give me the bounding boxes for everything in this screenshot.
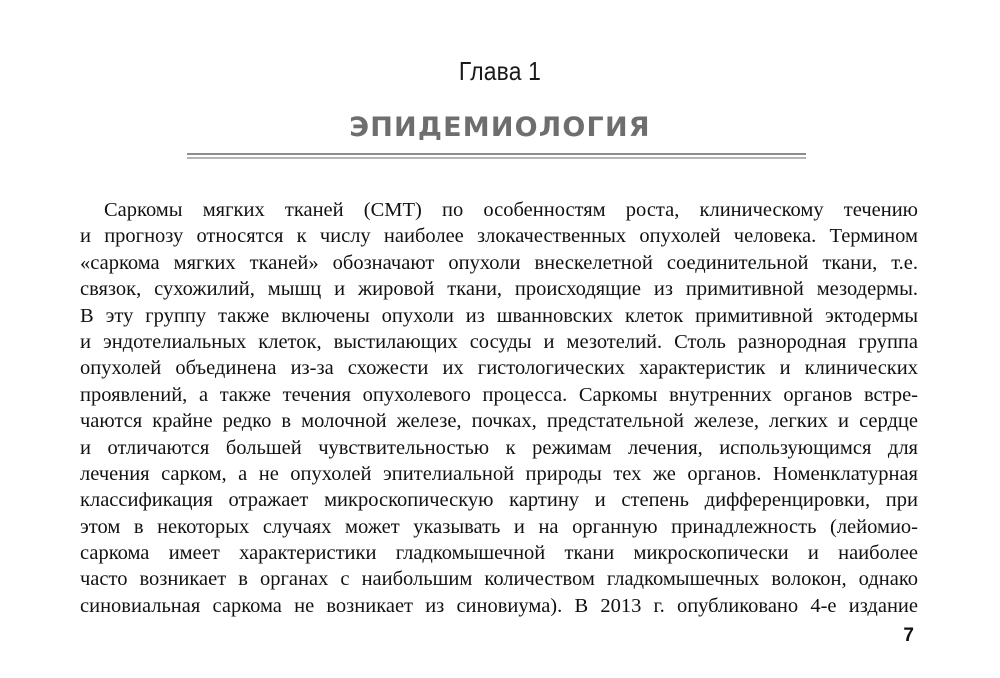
text-line: связок, сухожилий, мышц и жировой ткани, происходящие из примитивной мезодермы. <box>80 278 918 301</box>
body-paragraph <box>80 197 918 619</box>
text-line: синовиальная саркома не возникает из синовиума). В 2013 г. опубликовано 4-е издание <box>80 594 918 617</box>
text-line: «саркома мягких тканей» обозначают опухоли внескелетной соединительной ткани, т.е. <box>80 251 918 274</box>
title-rule-bottom <box>187 157 806 159</box>
text-line: В эту группу также включены опухоли из шванновских клеток примитивной эктодермы <box>80 304 918 327</box>
text-line: опухолей объединена из-за схожести их гистологических характеристик и клинических <box>80 357 918 380</box>
text-line: Саркомы мягких тканей (СМТ) по особенностям роста, клиническому течению <box>104 199 918 221</box>
title-rule-top <box>187 153 806 155</box>
chapter-title: ЭПИДЕМИОЛОГИЯ <box>349 112 651 143</box>
text-line: часто возникает в органах с наибольшим количеством гладкомышечных волокон, однако <box>80 568 918 591</box>
text-line: этом в некоторых случаях может указывать и на органную принадлежность (лейомио- <box>80 515 918 538</box>
page-number: 7 <box>903 625 914 646</box>
text-line: саркома имеет характеристики гладкомышечной ткани микроскопически и наиболее <box>80 542 918 565</box>
text-line: чаются крайне редко в молочной железе, почках, предстательной железе, легких и сердце <box>80 410 918 433</box>
text-line: лечения сарком, а не опухолей эпителиальной природы тех же органов. Номенклатурная <box>80 462 918 485</box>
chapter-heading: Глава 1 <box>458 56 542 86</box>
text-line: классификация отражает микроскопическую картину и степень дифференцировки, при <box>80 489 918 512</box>
text-line: и эндотелиальных клеток, выстилающих сосуды и мезотелий. Столь разнородная группа <box>80 330 918 353</box>
text-line: проявлений, а также течения опухолевого процесса. Саркомы внутренних органов встре- <box>80 383 918 406</box>
text-line: и прогнозу относятся к числу наиболее злокачественных опухолей человека. Термином <box>80 225 918 248</box>
text-line: и отличаются большей чувствительностью к режимам лечения, использующимся для <box>80 436 918 459</box>
